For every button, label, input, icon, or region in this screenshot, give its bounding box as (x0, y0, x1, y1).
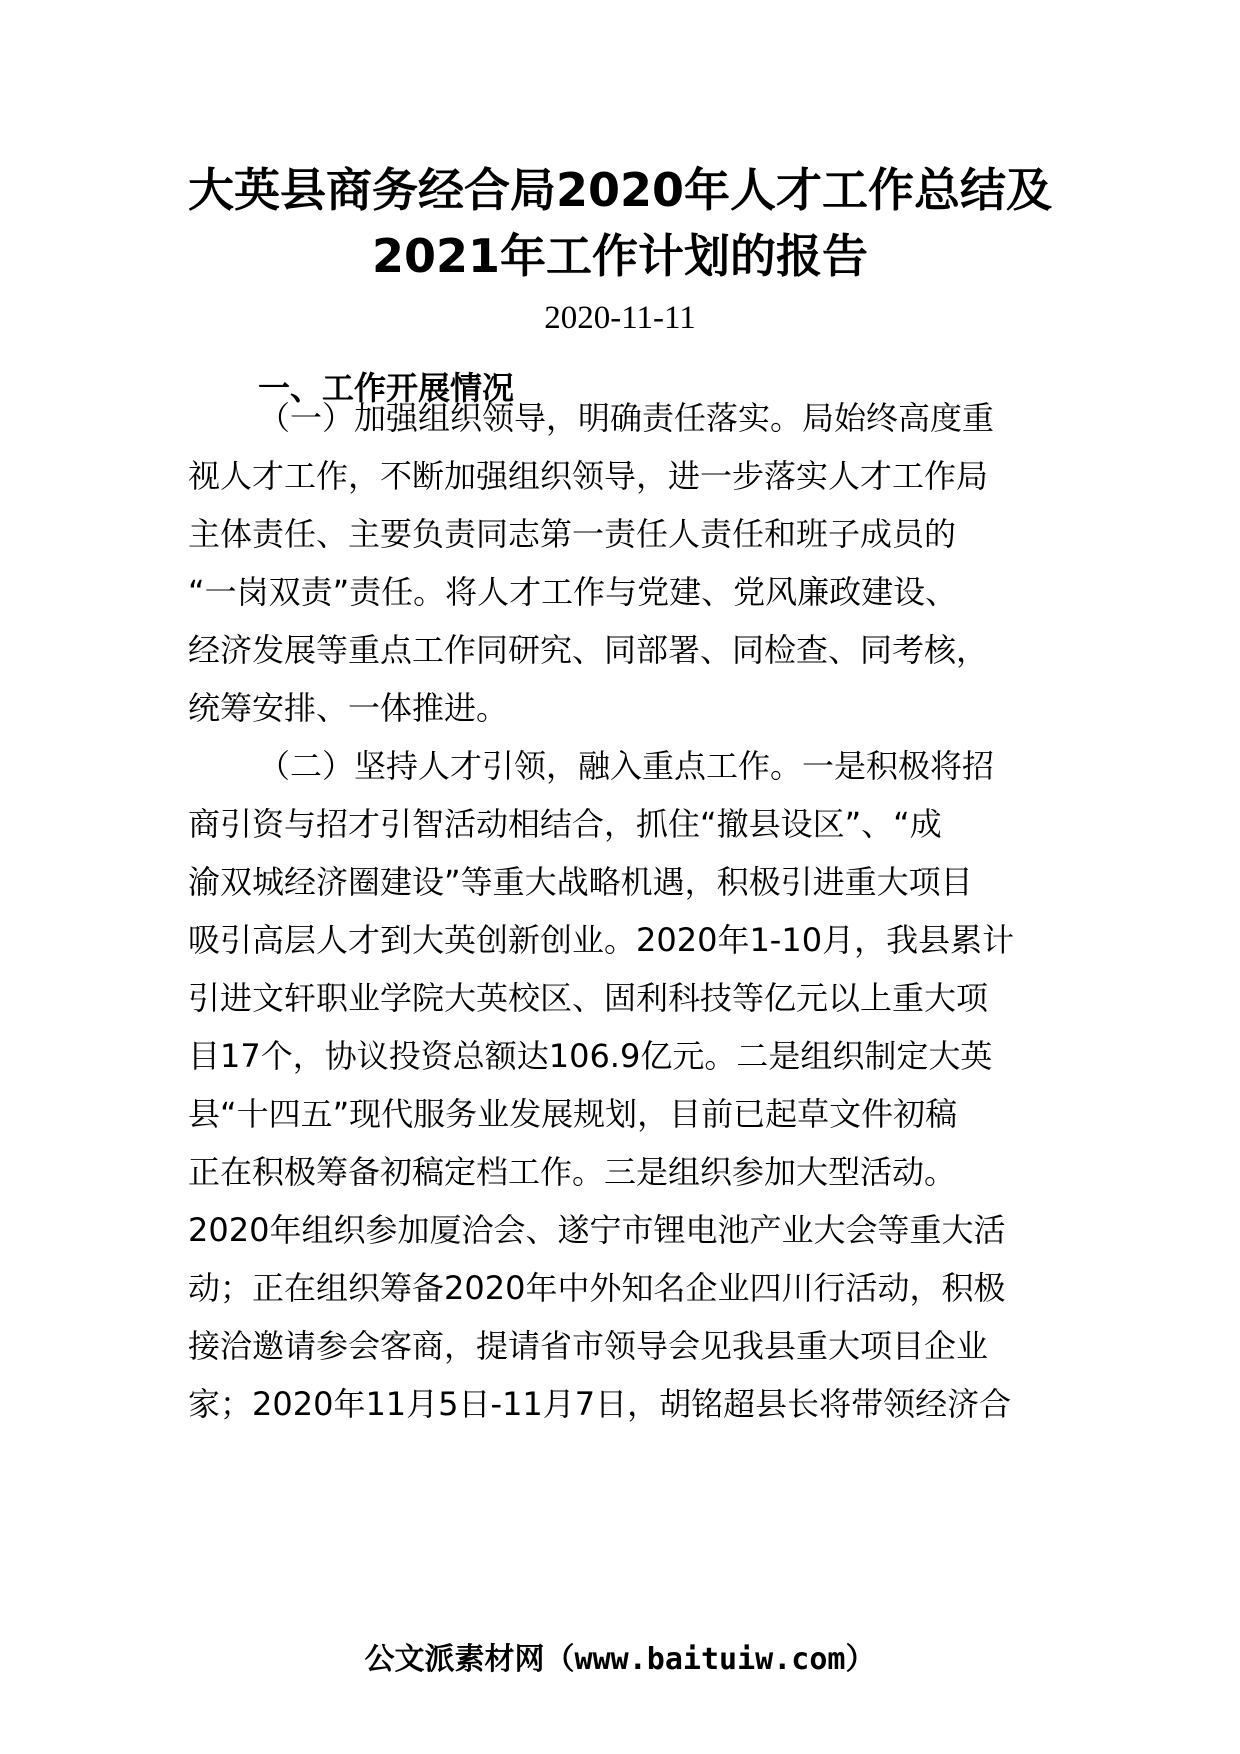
footer-site-name: 公文派素材网 (364, 1642, 545, 1677)
paragraph-line: 家；2020年11月5日-11月7日，胡铭超县长将带领经济合 (188, 1385, 1012, 1423)
footer-open-paren: （ (544, 1642, 575, 1677)
paragraph-line: （一）加强组织领导，明确责任落实。局始终高度重 (258, 399, 995, 437)
footer-close-paren: ） (845, 1642, 876, 1677)
paragraph-line: 2020年组织参加厦洽会、遂宁市锂电池产业大会等重大活 (188, 1211, 1006, 1249)
paragraph-line: （二）坚持人才引领，融入重点工作。一是积极将招 (258, 747, 995, 785)
document-title-line-1: 大英县商务经合局2020年人才工作总结及 (187, 163, 1053, 217)
paragraph-line: 经济发展等重点工作同研究、同部署、同检查、同考核， (188, 631, 989, 669)
paragraph-line: 接洽邀请参会客商，提请省市领导会见我县重大项目企业 (188, 1327, 989, 1365)
section-heading: 一、工作开展情况 (258, 369, 515, 407)
document-title-line-2: 2021年工作计划的报告 (371, 229, 869, 283)
paragraph-line: 视人才工作，不断加强组织领导，进一步落实人才工作局 (188, 457, 989, 495)
document-date: 2020-11-11 (544, 300, 696, 336)
paragraph-line: “一岗双责”责任。将人才工作与党建、党风廉政建设、 (188, 573, 958, 611)
paragraph-line: 目17个，协议投资总额达106.9亿元。二是组织制定大英 (188, 1037, 993, 1075)
paragraph-line: 商引资与招才引智活动相结合，抓住“撤县设区”、“成 (188, 805, 942, 843)
paragraph-line: 主体责任、主要负责同志第一责任人责任和班子成员的 (188, 515, 957, 553)
footer-watermark (150, 1640, 1090, 1680)
footer-url: www.baituiw.com (574, 1642, 846, 1677)
paragraph-line: 正在积极筹备初稿定档工作。三是组织参加大型活动。 (188, 1153, 957, 1191)
paragraph-line: 县“十四五”现代服务业发展规划，目前已起草文件初稿 (188, 1095, 958, 1133)
paragraph-line: 渝双城经济圈建设”等重大战略机遇，积极引进重大项目 (188, 863, 973, 901)
paragraph-line: 统筹安排、一体推进。 (188, 689, 509, 727)
paragraph-line: 吸引高层人才到大英创新创业。2020年1-10月，我县累计 (188, 921, 1015, 959)
paragraph-line: 引进文轩职业学院大英校区、固利科技等亿元以上重大项 (188, 979, 989, 1017)
paragraph-line: 动；正在组织筹备2020年中外知名企业四川行活动，积极 (188, 1269, 1006, 1307)
